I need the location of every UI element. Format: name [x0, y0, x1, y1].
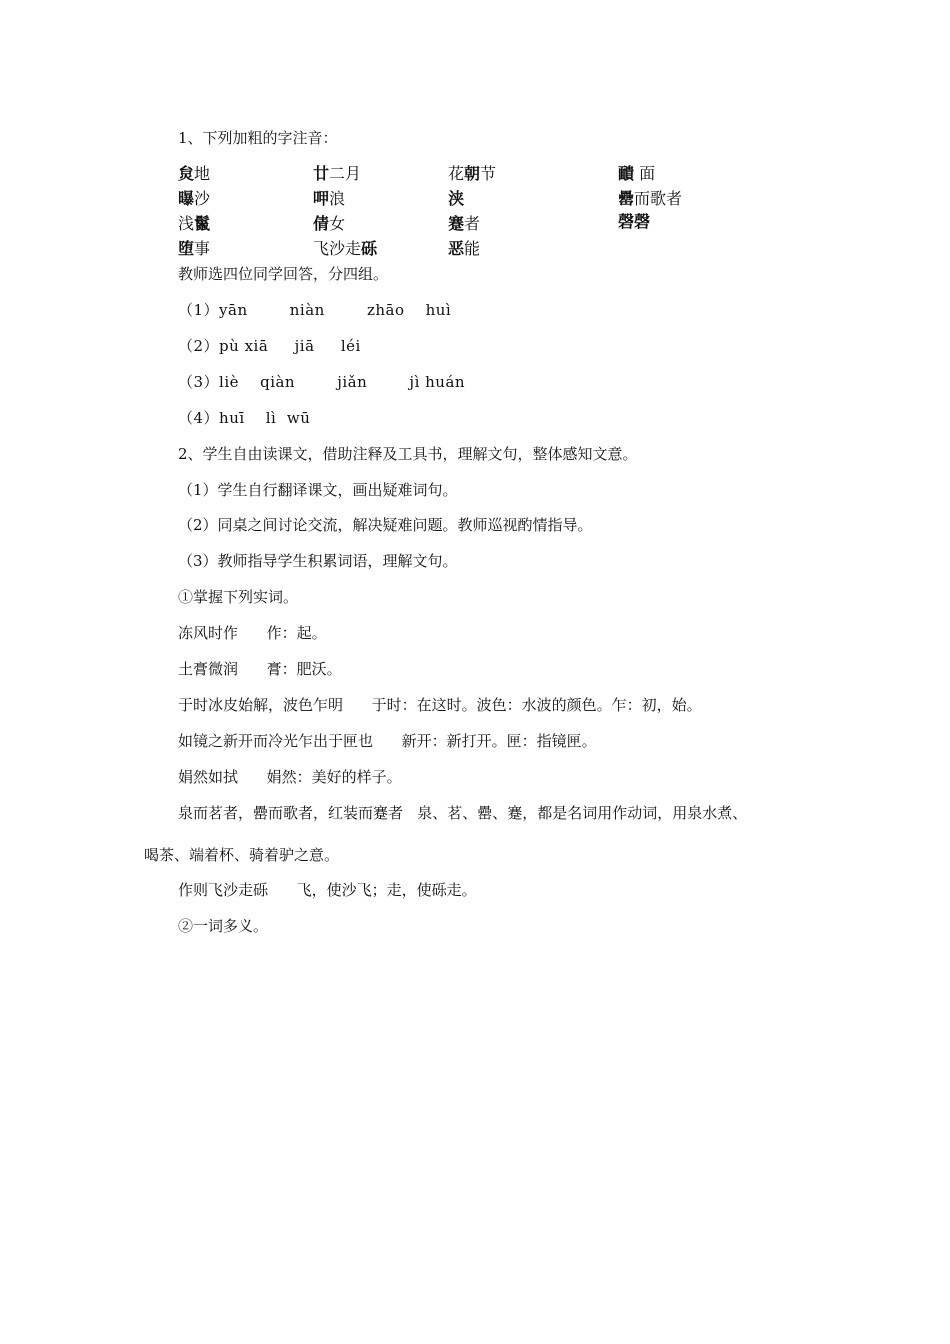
duoyi-title: ②一词多义。	[178, 917, 269, 935]
pinyin-answer: （3）liè qiàn jiǎn jì huán	[178, 373, 466, 391]
grid-item: 曝沙	[178, 189, 211, 208]
paragraph-line: 泉而茗者，罍而歌者，红装而蹇者 泉、茗、罍、蹇，都是名词用作动词，用泉水煮、	[178, 804, 748, 822]
grid-item: 呷浪	[313, 189, 346, 208]
pinyin-answer: （1）yān niàn zhāo huì	[178, 301, 452, 319]
grid-item: 靧 面	[618, 164, 656, 183]
shici-item: 娟然如拭 娟然：美好的样子。	[178, 768, 402, 786]
shici-item: 冻风时作 作：起。	[178, 624, 327, 642]
pinyin-answer: （2）pù xiā jiā léi	[178, 337, 361, 355]
grid-item: 磬磬	[618, 212, 651, 231]
grid-item: 堕事	[178, 239, 211, 258]
grid-item: 倩女	[313, 214, 346, 233]
step-item: （2）同桌之间讨论交流，解决疑难问题。教师巡视酌情指导。	[178, 516, 593, 534]
shici-item: 土膏微润 膏：肥沃。	[178, 660, 342, 678]
grid-item: 蹇者	[448, 214, 481, 233]
grid-item: 浃	[448, 189, 465, 208]
question-2-title: 2、学生自由读课文，借助注释及工具书，理解文句，整体感知文意。	[178, 445, 638, 463]
shici-item: 作则飞沙走砾 飞，使沙飞；走，使砾走。	[178, 881, 477, 899]
grid-item: 飞沙走砾	[313, 239, 378, 258]
shici-item: 于时冰皮始解，波色乍明 于时：在这时。波色：水波的颜色。乍：初，始。	[178, 696, 702, 714]
shici-item: 如镜之新开而冷光乍出于匣也 新开：新打开。匣：指镜匣。	[178, 732, 597, 750]
step-item: （1）学生自行翻译课文，画出疑难词句。	[178, 481, 458, 499]
grid-item: 廿二月	[313, 164, 362, 183]
question-1-title: 1、下列加粗的字注音：	[178, 129, 338, 147]
shici-title: ①掌握下列实词。	[178, 588, 299, 606]
grid-item: 花朝节	[448, 164, 497, 183]
pinyin-answer: （4）huī lì wū	[178, 409, 311, 427]
grid-item: 浅鬣	[178, 214, 211, 233]
grid-item: 炱地	[178, 164, 211, 183]
step-item: （3）教师指导学生积累词语，理解文句。	[178, 552, 458, 570]
grid-item: 罍而歌者	[618, 189, 683, 208]
grid-item: 恶能	[448, 239, 481, 258]
paragraph-line: 喝茶、端着杯、骑着驴之意。	[144, 846, 340, 864]
teacher-note: 教师选四位同学回答，分四组。	[178, 265, 389, 283]
